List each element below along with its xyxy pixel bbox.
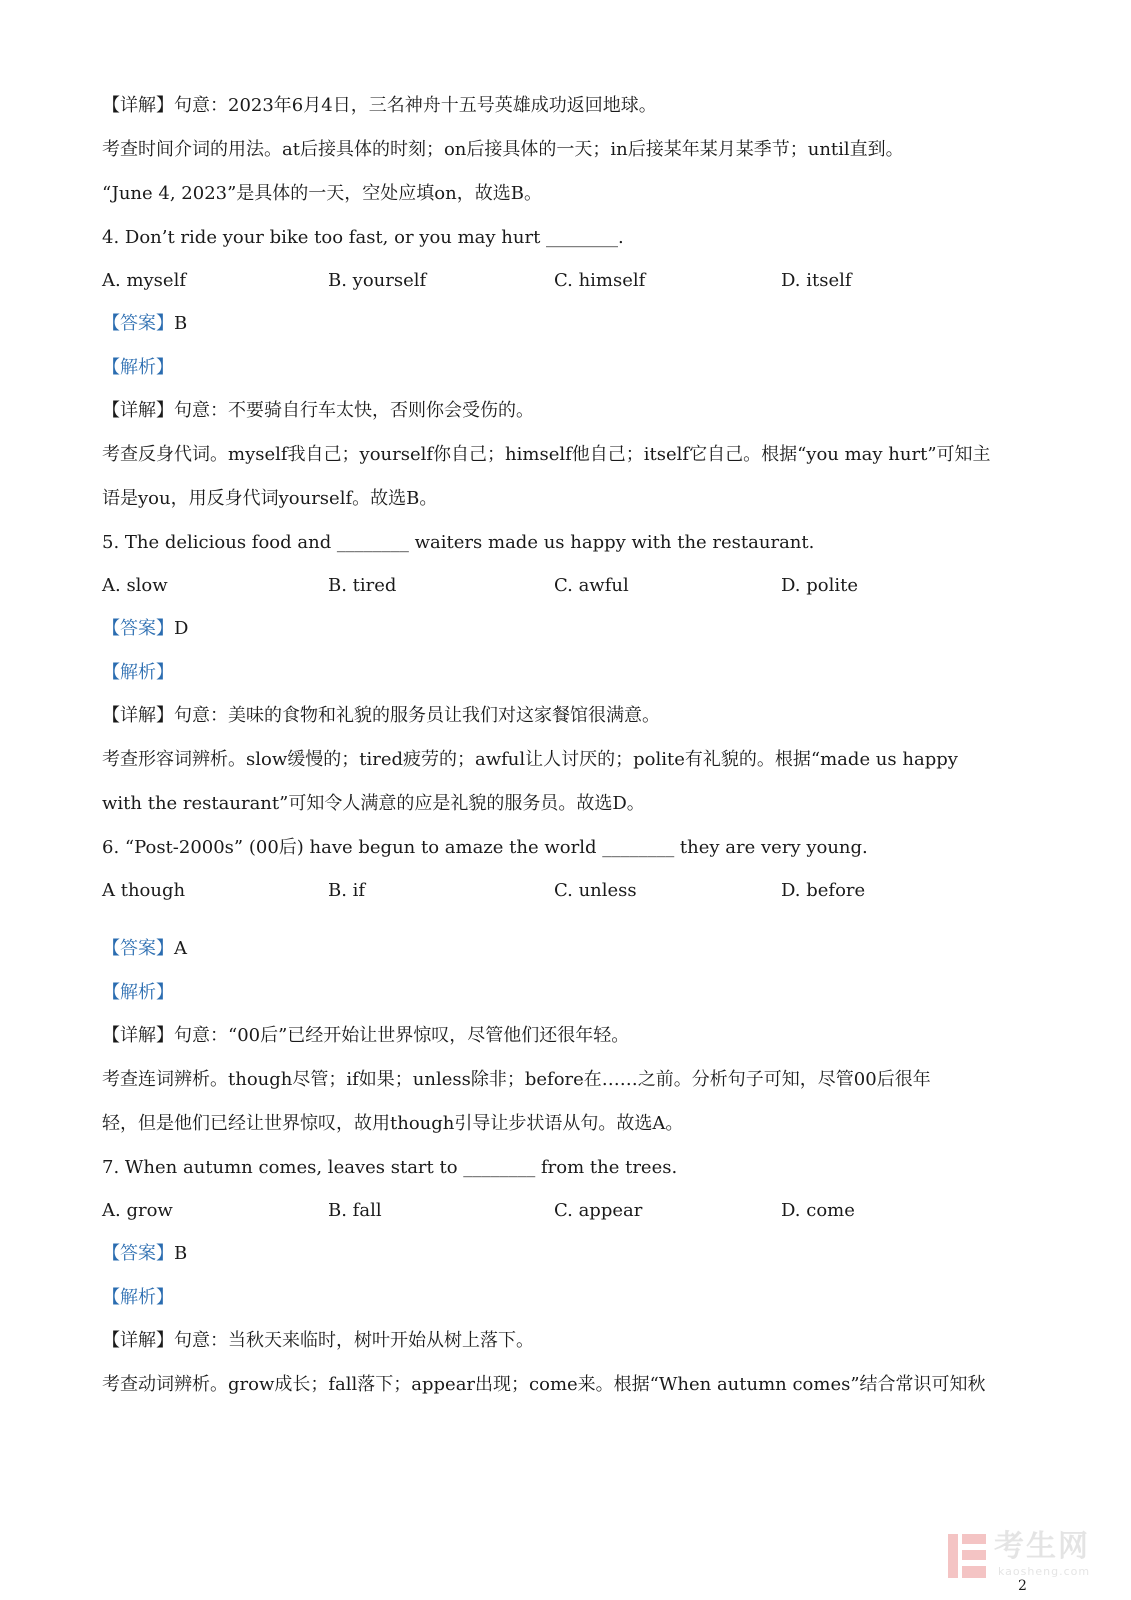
answer-value: B [174,313,188,334]
q6-explanation-1: 考查连词辨析。though尽管；if如果；unless除非；before在……之前。分析句子可知，尽管00后很年 [102,1069,931,1090]
q6-stem: 6. “Post-2000s” (00后) have begun to amaze the world ________ they are very young. [102,837,868,858]
answer-value: A [174,938,187,959]
answer-tag: 【答案】 [102,938,174,959]
page-number: 2 [1018,1578,1027,1594]
q7-explanation-1: 考查动词辨析。grow成长；fall落下；appear出现；come来。根据“When autumn comes”结合常识可知秋 [102,1374,986,1395]
q3-explanation-2: “June 4, 2023”是具体的一天，空处应填on，故选B。 [102,183,542,204]
q5-analysis [102,661,174,685]
q7-option-d: D. come [781,1200,855,1221]
q5-option-c: C. awful [554,575,629,596]
q3-explanation-1: 考查时间介词的用法。at后接具体的时刻；on后接具体的一天；in后接某年某月某季节；until直到。 [102,139,904,160]
q7-option-a: A. grow [102,1200,173,1221]
q4-explanation-1: 考查反身代词。myself我自己；yourself你自己；himself他自己；itself它自己。根据“you may hurt”可知主 [102,444,991,465]
q7-detail: 【详解】句意：当秋天来临时，树叶开始从树上落下。 [102,1330,534,1351]
answer-value: B [174,1243,188,1264]
answer-tag: 【答案】 [102,618,174,639]
analysis-tag: 【解析】 [102,357,174,378]
q6-option-a: A though [102,880,186,901]
analysis-tag: 【解析】 [102,662,174,683]
answer-tag: 【答案】 [102,313,174,334]
detail-tag: 【详解】 [102,1025,174,1046]
q6-option-d: D. before [781,880,866,901]
watermark-text: 考生网 [994,1529,1090,1564]
q6-answer [102,937,187,961]
q4-option-b: B. yourself [328,270,427,291]
q5-explanation-2: with the restaurant”可知令人满意的应是礼貌的服务员。故选D。 [102,793,645,814]
q7-option-c: C. appear [554,1200,643,1221]
q4-option-d: D. itself [781,270,852,291]
q4-option-a: A. myself [102,270,186,291]
q6-option-b: B. if [328,880,366,901]
watermark-url: kaosheng.com [998,1565,1091,1578]
q4-answer [102,312,187,336]
q4-analysis [102,356,174,380]
q6-option-c: C. unless [554,880,637,901]
q5-stem: 5. The delicious food and ________ waiters made us happy with the restaurant. [102,532,815,553]
detail-tag: 【详解】 [102,400,174,421]
detail-tag: 【详解】 [102,1330,174,1351]
q7-stem: 7. When autumn comes, leaves start to ________ from the trees. [102,1157,678,1178]
q5-option-a: A. slow [102,575,168,596]
q5-detail: 【详解】句意：美味的食物和礼貌的服务员让我们对这家餐馆很满意。 [102,705,660,726]
q3-detail: 【详解】句意：2023年6月4日，三名神舟十五号英雄成功返回地球。 [102,95,657,116]
kaosheng-watermark [946,1528,1106,1584]
detail-tag: 【详解】 [102,705,174,726]
q6-explanation-2: 轻，但是他们已经让世界惊叹，故用though引导让步状语从句。故选A。 [102,1113,684,1134]
q7-analysis [102,1286,174,1310]
answer-value: D [174,618,189,639]
q6-analysis [102,981,174,1005]
q4-stem: 4. Don’t ride your bike too fast, or you may hurt ________. [102,227,624,248]
q5-answer [102,617,188,641]
analysis-tag: 【解析】 [102,1287,174,1308]
answer-tag: 【答案】 [102,1243,174,1264]
q7-option-b: B. fall [328,1200,382,1221]
q5-option-b: B. tired [328,575,397,596]
q7-answer [102,1242,187,1266]
analysis-tag: 【解析】 [102,982,174,1003]
q5-explanation-1: 考查形容词辨析。slow缓慢的；tired疲劳的；awful让人讨厌的；polite有礼貌的。根据“made us happy [102,749,958,770]
q4-option-c: C. himself [554,270,646,291]
q4-explanation-2: 语是you，用反身代词yourself。故选B。 [102,488,438,509]
q6-detail: 【详解】句意：“00后”已经开始让世界惊叹，尽管他们还很年轻。 [102,1025,630,1046]
kaosheng-logo-icon [946,1530,990,1582]
q5-option-d: D. polite [781,575,858,596]
q4-detail: 【详解】句意：不要骑自行车太快，否则你会受伤的。 [102,400,534,421]
